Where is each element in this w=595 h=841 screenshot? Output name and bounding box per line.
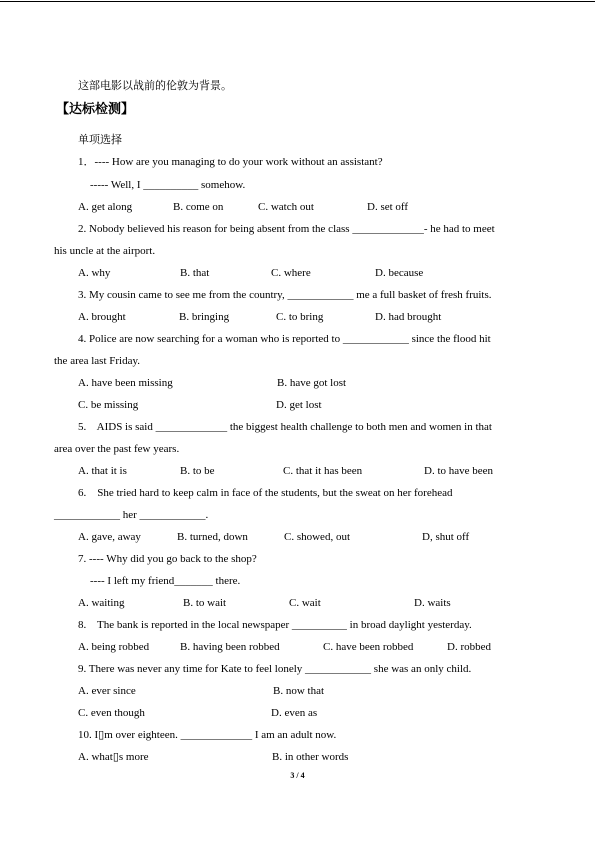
top-rule: [0, 1, 595, 2]
question-9-option-c: C. even though: [78, 707, 145, 719]
section-heading: 【达标检测】: [56, 102, 135, 117]
question-1-option-c: C. watch out: [258, 201, 314, 213]
question-4-option-d: D. get lost: [276, 399, 322, 411]
question-7-option-a: A. waiting: [78, 597, 125, 609]
question-2-stem-cont: his uncle at the airport.: [54, 245, 156, 257]
question-7-reply: ---- I left my friend_______ there.: [90, 575, 241, 587]
question-4-stem-text: 4. Police are now searching for a woman who is reported to ____________ since the flood hit: [78, 333, 491, 345]
question-6-option-d: D, shut off: [422, 531, 470, 543]
question-8-option-a: A. being robbed: [78, 641, 150, 653]
question-6-option-c: C. showed, out: [284, 531, 350, 543]
question-3-option-d: D. had brought: [375, 311, 442, 323]
question-2-option-a: A. why: [78, 267, 111, 279]
question-3-option-c: C. to bring: [276, 311, 324, 323]
question-5-stem-cont: area over the past few years.: [54, 443, 180, 455]
question-9-option-d: D. even as: [271, 707, 318, 719]
question-4-option-c: C. be missing: [78, 399, 139, 411]
question-5-option-c: C. that it has been: [283, 465, 363, 477]
question-8-option-c: C. have been robbed: [323, 641, 414, 653]
question-1-option-b: B. come on: [173, 201, 224, 213]
question-10-option-b: B. in other words: [272, 751, 349, 763]
question-8-stem: 8. The bank is reported in the local newspaper __________ in broad daylight yesterday.: [78, 619, 472, 631]
question-9-stem: 9. There was never any time for Kate to feel lonely ____________ she was an only child.: [78, 663, 472, 675]
page-number: 3 / 4: [290, 771, 305, 780]
question-7-option-c: C. wait: [289, 597, 321, 609]
question-9-option-b: B. now that: [273, 685, 325, 697]
question-2-stem: [78, 222, 541, 236]
question-9-option-a: A. ever since: [78, 685, 136, 697]
question-3-option-b: B. bringing: [179, 311, 230, 323]
question-1-option-a: A. get along: [78, 201, 133, 213]
question-6-option-a: A. gave, away: [78, 531, 141, 543]
question-5-stem: 5. AIDS is said _____________ the biggest health challenge to both men and women in that: [78, 421, 492, 433]
question-2-stem-text: 2. Nobody believed his reason for being absent from the class _____________- he had to meet: [78, 223, 495, 235]
question-1-stem: 1．---- How are you managing to do your work without an assistant?: [78, 156, 383, 168]
question-10-stem: 10. I▯m over eighteen. _____________ I am an adult now.: [78, 729, 337, 741]
question-1-reply: ----- Well, I __________ somehow.: [90, 179, 246, 191]
question-2-option-d: D. because: [375, 267, 424, 279]
question-7-stem: 7. ---- Why did you go back to the shop?: [78, 553, 257, 565]
question-8-option-b: B. having been robbed: [180, 641, 280, 653]
question-1-option-d: D. set off: [367, 201, 409, 213]
question-10-option-a: A. what▯s more: [78, 751, 149, 763]
section-subheading: 单项选择: [78, 133, 122, 146]
question-6-option-b: B. turned, down: [177, 531, 248, 543]
question-2-option-b: B. that: [180, 267, 210, 279]
question-6-stem: 6. She tried hard to keep calm in face of the students, but the sweat on her forehead: [78, 487, 453, 499]
question-7-option-d: D. waits: [414, 597, 451, 609]
question-7-option-b: B. to wait: [183, 597, 227, 609]
question-2-option-c: C. where: [271, 267, 311, 279]
question-5-option-d: D. to have been: [424, 465, 494, 477]
question-5-option-a: A. that it is: [78, 465, 127, 477]
intro-sentence: 这部电影以战前的伦敦为背景。: [78, 79, 232, 92]
question-4-stem: [78, 332, 541, 346]
question-8-option-d: D. robbed: [447, 641, 491, 653]
question-4-option-a: A. have been missing: [78, 377, 173, 389]
question-3-option-a: A. brought: [78, 311, 126, 323]
question-3-stem: 3. My cousin came to see me from the country, ____________ me a full basket of fresh fruits.: [78, 289, 492, 301]
question-4-option-b: B. have got lost: [277, 377, 347, 389]
question-5-option-b: B. to be: [180, 465, 215, 477]
question-6-stem-cont: ____________ her ____________.: [54, 509, 209, 521]
question-4-stem-cont: the area last Friday.: [54, 355, 141, 367]
